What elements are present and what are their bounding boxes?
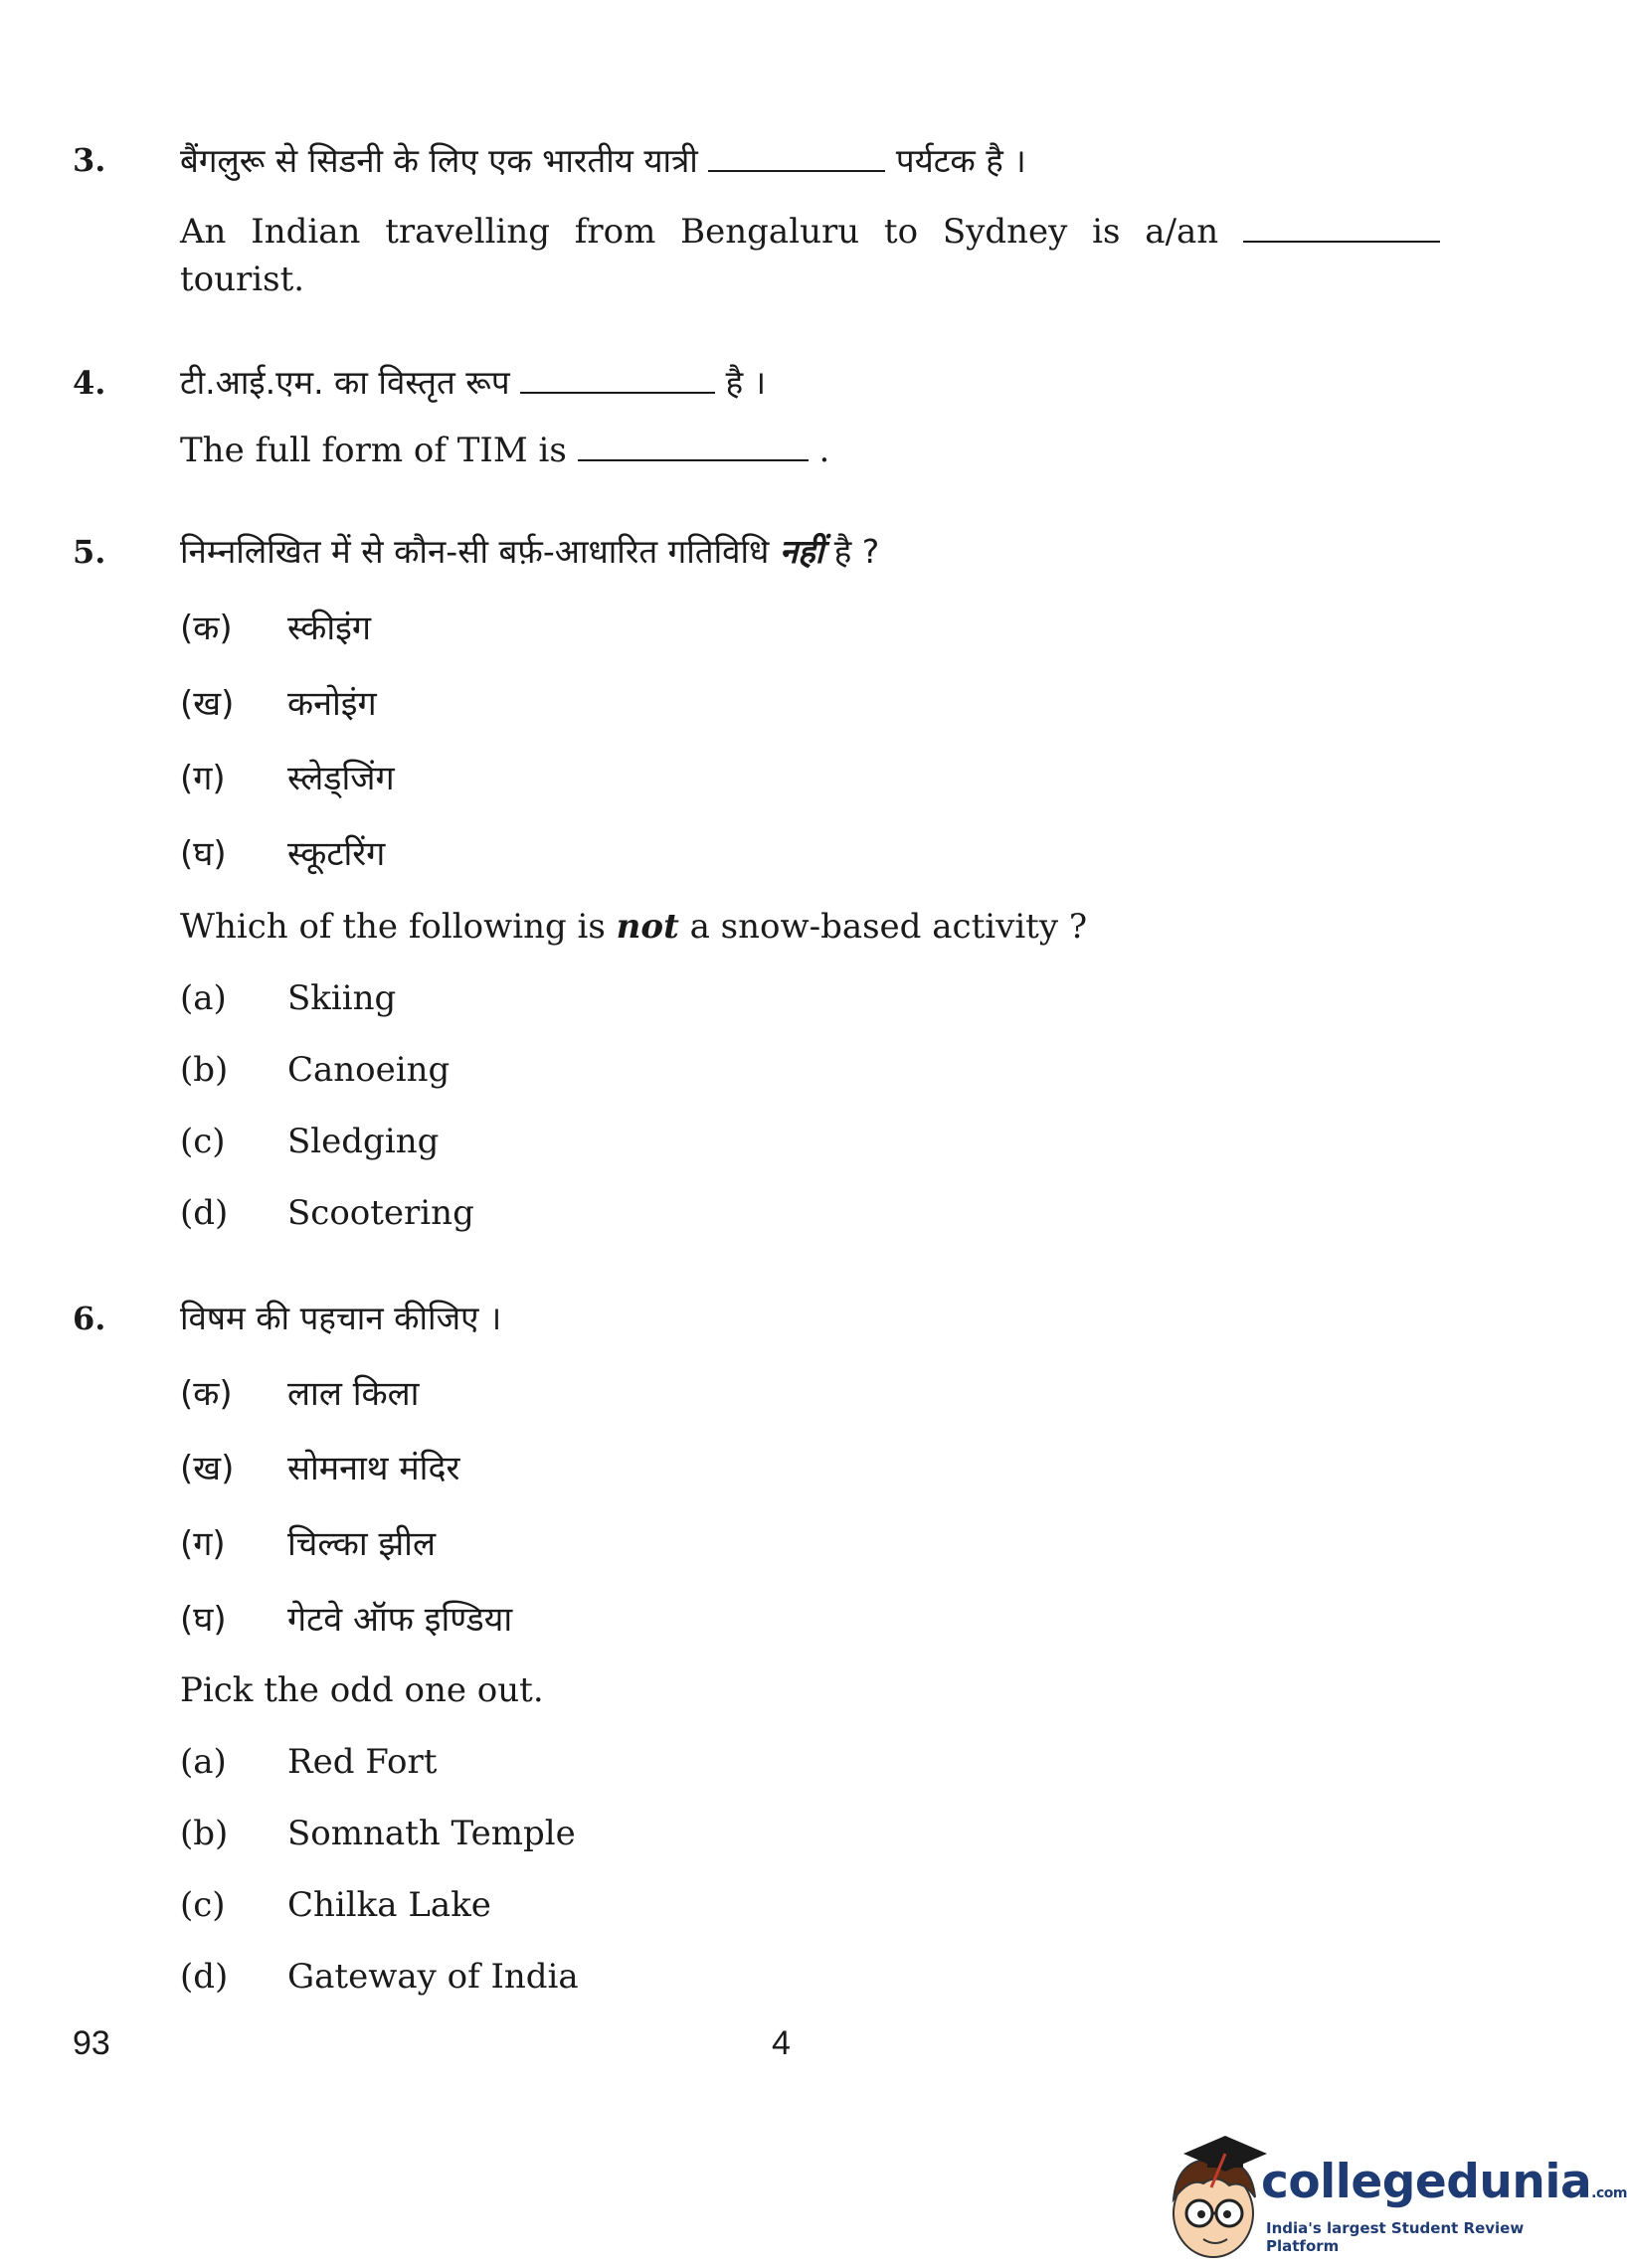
option-label: (ग): [180, 1524, 226, 1564]
logo-wordmark: [1261, 2155, 1627, 2209]
question-text-english-cont: tourist.: [180, 260, 305, 299]
option-text: चिल्का झील: [287, 1524, 437, 1564]
question-text-hindi: [180, 528, 879, 573]
question-number: 6.: [73, 1300, 106, 1337]
option-text: Somnath Temple: [287, 1814, 576, 1853]
question-number: 3.: [73, 141, 106, 179]
emphasis-text: not: [616, 907, 679, 947]
option-label: (b): [180, 1814, 229, 1853]
option-label: (घ): [180, 1600, 227, 1640]
option-label: (a): [180, 978, 227, 1018]
question-text-hindi: [180, 137, 1026, 182]
question-text: है ।: [725, 363, 767, 402]
question-text: निम्नलिखित में से कौन-सी बर्फ़-आधारित गतिविधि: [180, 532, 770, 571]
question-text-hindi: विषम की पहचान कीजिए ।: [180, 1299, 502, 1337]
question-text: .: [818, 431, 830, 470]
option-text: गेटवे ऑफ इण्डिया: [287, 1600, 513, 1640]
option-label: (c): [180, 1885, 226, 1925]
paper-code: 93: [73, 2024, 110, 2062]
question-text: Which of the following is: [180, 907, 606, 947]
question-number: 5.: [73, 533, 106, 571]
option-label: (क): [180, 1374, 233, 1414]
option-label: (ख): [180, 1449, 235, 1488]
option-label: (d): [180, 1193, 229, 1233]
answer-blank: [578, 430, 809, 461]
answer-blank: [520, 362, 715, 394]
option-label: (ग): [180, 759, 226, 798]
question-text: है ?: [833, 532, 880, 571]
option-text: Canoeing: [287, 1050, 451, 1090]
page-number: 4: [772, 2024, 791, 2062]
option-label: (c): [180, 1122, 226, 1161]
question-text-english: [180, 430, 829, 470]
option-label: (ख): [180, 684, 235, 724]
option-text: लाल किला: [287, 1374, 420, 1414]
question-text-english: [180, 907, 1087, 947]
option-label: (d): [180, 1957, 229, 1997]
question-text-hindi: [180, 359, 766, 404]
logo-suffix: .com: [1591, 2185, 1627, 2201]
option-text: स्कीइंग: [287, 609, 371, 648]
answer-blank: [1243, 211, 1440, 243]
question-text: टी.आई.एम. का विस्तृत रूप: [180, 363, 510, 402]
answer-blank: [708, 140, 885, 172]
option-text: Skiing: [287, 978, 397, 1018]
option-label: (b): [180, 1050, 229, 1090]
option-text: Sledging: [287, 1122, 440, 1161]
emphasis-text: नहीं: [779, 532, 824, 571]
option-label: (घ): [180, 834, 227, 874]
option-text: Scootering: [287, 1193, 474, 1233]
question-text: बैंगलुरू से सिडनी के लिए एक भारतीय यात्री: [180, 141, 698, 180]
question-text: पर्यटक है ।: [895, 141, 1026, 180]
question-text: An Indian travelling from Bengaluru to Sydney is a/an: [180, 212, 1219, 252]
option-label: (क): [180, 609, 233, 648]
option-text: कनोइंग: [287, 684, 377, 724]
question-text-english: [180, 211, 1440, 252]
option-text: स्कूटरिंग: [287, 834, 386, 874]
question-number: 4.: [73, 364, 106, 402]
question-text-english: Pick the odd one out.: [180, 1670, 544, 1710]
question-text: The full form of TIM is: [180, 431, 567, 470]
option-text: सोमनाथ मंदिर: [287, 1449, 460, 1488]
option-text: Gateway of India: [287, 1957, 579, 1997]
logo-name: collegedunia: [1261, 2155, 1592, 2209]
option-text: स्लेड्जिंग: [287, 759, 395, 798]
option-label: (a): [180, 1742, 227, 1782]
option-text: Red Fort: [287, 1742, 438, 1782]
question-text: a snow-based activity ?: [689, 907, 1088, 947]
option-text: Chilka Lake: [287, 1885, 491, 1925]
logo-tagline: India's largest Student Review Platform: [1266, 2219, 1525, 2255]
